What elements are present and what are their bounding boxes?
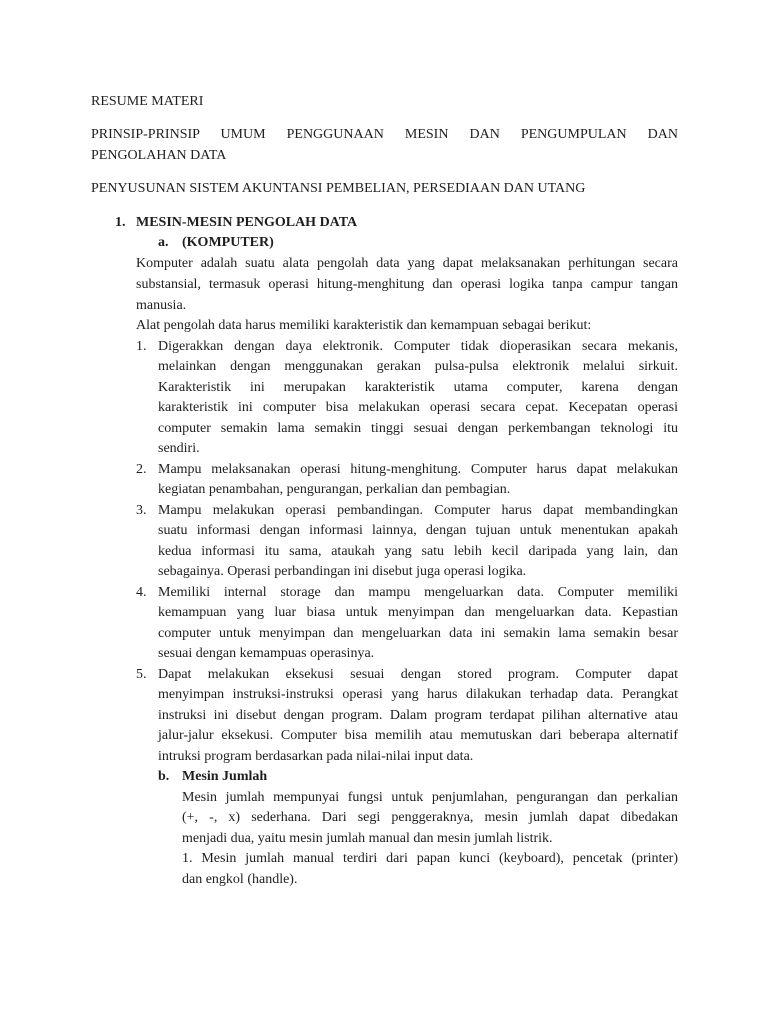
subsection-b-title: Mesin Jumlah	[182, 769, 268, 784]
subsection-a-title: (KOMPUTER)	[182, 235, 274, 250]
list-item-line: Digerakkan dengan daya elektronik. Computer tidak dioperasikan secara mekanis,	[158, 339, 678, 354]
resume-heading: RESUME MATERI	[91, 94, 204, 109]
mesin-jumlah-line: dan engkol (handle).	[182, 872, 298, 887]
list-item-line: computer untuk menyimpan dan mengeluarkan data ini semakin lama semakin besar	[158, 626, 678, 641]
section-number: 1.	[115, 215, 126, 230]
list-item-line: kegiatan penambahan, pengurangan, perkalian dan pembagian.	[158, 482, 511, 497]
list-item-line: melainkan dengan menggunakan gerakan pulsa-pulsa elektronik melalui sirkuit.	[158, 359, 678, 374]
list-item-line: intruksi program berdasarkan pada nilai-nilai input data.	[158, 749, 474, 764]
list-item-line: instruksi ini disebut dengan program. Dalam program terdapat pilihan alternative atau	[158, 708, 678, 723]
list-item-line: Dapat melakukan eksekusi sesuai dengan stored program. Computer dapat	[158, 667, 678, 682]
mesin-jumlah-line: Mesin jumlah mempunyai fungsi untuk penjumlahan, pengurangan dan perkalian	[182, 790, 678, 805]
prinsip-heading-line-1: PRINSIP-PRINSIP UMUM PENGGUNAAN MESIN DAN PENGUMPULAN DAN	[91, 127, 678, 142]
list-item-line: jalur-jalur eksekusi. Computer bisa memilih atau memutuskan dari beberapa alternatif	[158, 728, 678, 743]
list-item-line: kemampuan yang luar biasa untuk menyimpan dan mengeluarkan data. Kepastian	[158, 605, 678, 620]
list-item-number: 4.	[136, 585, 147, 600]
list-item-line: menyimpan instruksi-instruksi operasi yang harus dilakukan terhadap data. Perangkat	[158, 687, 678, 702]
list-item-line: karakteristik ini computer bisa melakukan operasi secara cepat. Kecepatan operasi	[158, 400, 678, 415]
subsection-b-letter: b.	[158, 769, 170, 784]
komputer-intro-line-2: substansial, termasuk operasi hitung-menghitung dan operasi logika tanpa campur tangan	[136, 277, 678, 292]
komputer-intro-line-3: manusia.	[136, 298, 187, 313]
list-item-line: sesuai dengan kemampuas operasinya.	[158, 646, 375, 661]
alat-intro: Alat pengolah data harus memiliki karakteristik dan kemampuan sebagai berikut:	[136, 318, 592, 333]
list-item-line: sendiri.	[158, 441, 200, 456]
list-item-line: kedua informasi itu sama, ataukah yang satu lebih kecil daripada yang lain, dan	[158, 544, 678, 559]
penyusunan-heading: PENYUSUNAN SISTEM AKUNTANSI PEMBELIAN, PERSEDIAAN DAN UTANG	[91, 181, 586, 196]
list-item-line: computer semakin lama semakin tinggi sesuai dengan perkembangan teknologi itu	[158, 421, 678, 436]
section-title: MESIN-MESIN PENGOLAH DATA	[136, 215, 358, 230]
list-item-number: 5.	[136, 667, 147, 682]
list-item-line: Mampu melaksanakan operasi hitung-menghitung. Computer harus dapat melakukan	[158, 462, 678, 477]
mesin-jumlah-line: 1. Mesin jumlah manual terdiri dari papan kunci (keyboard), pencetak (printer)	[182, 851, 678, 866]
komputer-intro-line-1: Komputer adalah suatu alata pengolah data yang dapat melaksanakan perhitungan secara	[136, 256, 678, 271]
mesin-jumlah-line: (+, -, x) sederhana. Dari segi penggeraknya, mesin jumlah dapat dibedakan	[182, 810, 678, 825]
list-item-number: 3.	[136, 503, 147, 518]
subsection-a-letter: a.	[158, 235, 169, 250]
list-item-line: sebagainya. Operasi perbandingan ini disebut juga operasi logika.	[158, 564, 527, 579]
list-item-line: Karakteristik ini merupakan karakteristik utama computer, karena dengan	[158, 380, 678, 395]
list-item-line: Memiliki internal storage dan mampu mengeluarkan data. Computer memiliki	[158, 585, 678, 600]
list-item-number: 1.	[136, 339, 147, 354]
mesin-jumlah-line: menjadi dua, yaitu mesin jumlah manual dan mesin jumlah listrik.	[182, 831, 553, 846]
list-item-line: Mampu melakukan operasi pembandingan. Computer harus dapat membandingkan	[158, 503, 678, 518]
list-item-line: suatu informasi dengan informasi lainnya, dengan tujuan untuk menentukan apakah	[158, 523, 678, 538]
prinsip-heading-line-2: PENGOLAHAN DATA	[91, 148, 227, 163]
list-item-number: 2.	[136, 462, 147, 477]
